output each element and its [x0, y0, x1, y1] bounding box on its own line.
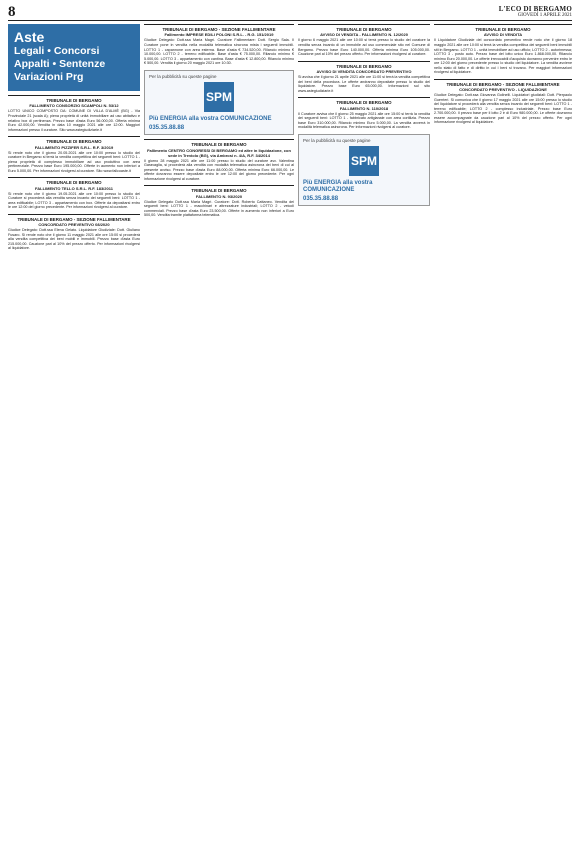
notice-heading: TRIBUNALE DI BERGAMO: [46, 139, 102, 145]
notice-subheading: FALLIMENTO N. 93/2020: [195, 193, 243, 199]
legal-notice: [298, 24, 430, 57]
notice-subheading: FALLIMENTO CONSORZIO SCAMPOLI N. 53/12: [29, 103, 119, 109]
notice-subheading: FALLIMENTO N. 110/2018: [339, 105, 389, 111]
notice-body: Si rende noto che il giorno 20.05.2021 alle ore 10:00 presso lo studio del curatore in Bergamo si terrà la vendita competitiva dei seguenti beni: LOTTO 1 - piena proprietà di complesso immobiliare ad uso produttivo con area pertinenziale. Prezzo base Euro 195.000,00. Offerte in aumento non inferiori a Euro 5.000,00. Per informazioni rivolgersi al curatore. Sito www.fallcoaste.it: [8, 150, 140, 173]
notice-heading: TRIBUNALE DI BERGAMO: [46, 180, 102, 186]
ad-phone: 035.35.88.88: [303, 196, 339, 203]
notice-body: Il giorno 6 maggio 2021 alle ore 10:00 si terrà presso lo studio del curatore la vendita senza incanto di un immobile ad uso commerciale sito nel Comune di Bergamo. Prezzo base Euro 140.000,00. Offerta minima Euro 105.000,00. Cauzione pari al 10% del prezzo offerto. Per informazioni rivolgersi al curatore.: [298, 38, 430, 57]
ad-slogan: Più ENERGIA alla vostra COMUNICAZIONE: [303, 180, 373, 194]
masthead: [499, 5, 572, 18]
notice-body: Giudice Delegato Dott.ssa Maria Magrì. Curatore: Dott. Roberto Cattaneo. Vendita dei seguenti beni: LOTTO 1 - macchinari e attrezzature industriali; LOTTO 2 - veicoli commerciali. Prezzo base d'asta Euro 23.500,00. Offerte in aumento non inferiori a Euro 500,00. Vendita tramite piattaforma telematica.: [144, 199, 294, 218]
advertisement[interactable]: [298, 134, 430, 207]
notice-body: LOTTO UNICO COMPOSTO DA: COMUNE DI VILLA D'ALMÈ (BG) - Via Provinciale 21 (scala A); piena proprietà di unità immobiliare ad uso abitativo e relativo box di pertinenza. Prezzo base d'asta Euro 56.000,00. Offerta minima Euro 42.000,00. Vendita in data 10 maggio 2021 alle ore 12:00. Maggiori informazioni presso il curatore. Sito www.astegiudiziarie.it: [8, 109, 140, 132]
banner-line: Appalti • Sentenze: [14, 58, 106, 70]
issue-date: GIOVEDÌ 1 APRILE 2021: [517, 13, 572, 18]
ad-logo: [145, 80, 293, 114]
legal-notice: [8, 136, 140, 173]
notice-body: Si rende noto che il giorno 19.05.2021 alle ore 10:00 presso lo studio del Curatore si procederà alla vendita senza incanto dei seguenti beni: LOTTO 1 - area edificabile; LOTTO 3 - appartamento con box. Offerte da depositarsi entro le ore 12:00 del giorno precedente. Per informazioni rivolgersi al curatore.: [8, 191, 140, 210]
newspaper-name: L'ECO DI BERGAMO: [498, 5, 572, 13]
column-3: [298, 24, 430, 843]
banner-line: Variazioni Prg: [14, 71, 84, 83]
notice-subheading: AVVISO DI VENDITA - FALLIMENTO N. 12/2020: [320, 32, 408, 38]
notice-subheading: CONCORDATO PREVENTIVO 08/2020: [38, 222, 110, 228]
ad-text: Per la pubblicità su queste pagine: [303, 137, 371, 143]
legal-notice: [298, 61, 430, 94]
spm-logo-icon: SPM: [349, 146, 379, 176]
notice-body: Giudice Delegato: Dott.ssa Maria Magrì. Curatore Fallimentare: Dott. Sergio Sala. Il Curatore pone in vendita nella modalità telematica sincrona mista i seguenti immobili. LOTTO 1 - capannone con area esterna. Base d'asta € 734.520,00. Rilancio minimo € 10.000,00. LOTTO 2 - terreno edificabile. Base d'asta € 75.000,00. Rilancio minimo € 5.000,00. LOTTO 3 - appartamento con cantina. Base d'asta € 12.800,00. Rilancio minimo € 500,00. Vendita il giorno 20 maggio 2021 ore 10:30.: [144, 38, 294, 66]
ad-text: Per la pubblicità su queste pagine: [149, 73, 217, 79]
notice-heading: TRIBUNALE DI BERGAMO - SEZIONE FALLIMENTARE: [162, 27, 276, 32]
notice-heading: TRIBUNALE DI BERGAMO: [191, 188, 247, 194]
notice-body: Il Liquidatore Giudiziale del concordato preventivo rende noto che il giorno 18 maggio 2021 alle ore 10:00 si terrà la vendita competitiva dei seguenti beni immobili siti in Bergamo. LOTTO 1 - unità immobiliare ad uso ufficio; LOTTO 2 - autorimessa; LOTTO 3 - posto auto. Prezzo base del lotto unico Euro 1.868.000,00. Rilancio minimo Euro 20.000,00. Le offerte irrevocabili d'acquisto dovranno pervenire entro le ore 12:00 del giorno precedente presso lo studio del liquidatore. La vendita avviene nello stato di fatto e di diritto in cui i beni si trovano. Per maggiori informazioni rivolgersi al liquidatore.: [434, 38, 572, 75]
notice-body: Si avvisa che il giorno 21 aprile 2021 alle ore 11:00 si terrà la vendita competitiva dei beni della procedura. Le offerte andranno depositate presso lo studio del liquidatore. Prezzo base Euro 65.000,00. Informazioni sul sito www.astegiudiziarie.it: [298, 75, 430, 93]
legal-notice: [144, 139, 294, 181]
notice-subheading: FALLIMENTO TELLO S.R.L. R.F. 183/2011: [35, 185, 113, 191]
legal-notice: [434, 79, 572, 125]
notice-body: Giudice Delegato: Dott.ssa Elena Gelato. Liquidatore Giudiziale: Dott. Giuliano Fusaro. Si rende noto che il giorno 11 maggio 2021 alle ore 15:00 si procederà alla vendita competitiva dei beni mobili e immobili. Prezzo base d'asta Euro 215.000,00. Cauzione pari al 10% del prezzo offerto. Per informazioni rivolgersi al liquidatore.: [8, 228, 140, 251]
notice-heading: TRIBUNALE DI BERGAMO: [191, 142, 247, 148]
legal-notice: [298, 97, 430, 130]
advertisement[interactable]: [144, 70, 294, 136]
ad-slogan: Più ENERGIA alla vostra COMUNICAZIONE: [149, 116, 272, 123]
banner-line: Legali • Concorsi: [14, 45, 100, 57]
notice-heading: TRIBUNALE DI BERGAMO: [46, 98, 102, 103]
notice-body: Il giorno 28 maggio 2021 alle ore 11:00 presso lo studio del curatore avv. Valentina Garavaglia, si procederà alla vendita con modalità telematica asincrona dei beni di cui al presente avviso. Prezzo base d'asta Euro 88.000,00. Offerta minima Euro 66.000,00. Le offerte dovranno essere depositate entro le ore 12:00 del giorno precedente. Per ogni informazione rivolgersi al curatore.: [144, 158, 294, 181]
page-number: 8: [8, 4, 16, 20]
notice-heading: TRIBUNALE DI BERGAMO: [475, 27, 531, 32]
column-2: [144, 24, 294, 843]
notice-body: Giudice Delegato: Dott.ssa Giovanna Golinelli. Liquidatori giudiziali: Dott. Pierpaolo Guerrieri. Si comunica che il giorno 17 maggio 2021 alle ore 15:00 presso lo studio del liquidatore si procederà alla vendita senza incanto dei seguenti beni: LOTTO 1 - terreno edificabile; LOTTO 2 - complesso industriale. Prezzo base Euro 2.700.000,00. Il prezzo base per il lotto 2 è di Euro 980.000,00. Le offerte dovranno essere accompagnate da cauzione pari al 10% del prezzo offerto. Per ogni informazione rivolgersi al liquidatore.: [434, 93, 572, 125]
notice-heading: TRIBUNALE DI BERGAMO: [336, 63, 392, 69]
legal-notice: [8, 177, 140, 210]
ad-logo: [299, 144, 429, 178]
ad-phone: 035.35.88.88: [149, 125, 185, 132]
notice-heading: TRIBUNALE DI BERGAMO: [336, 27, 392, 32]
notice-subheading: Fallimento CENTRO CONGRESSI DI BERGAMO ed altre in liquidazione, con sede in Treviolo (BG), via Ambrosi n. 4/A, R.F. 34/2014: [147, 147, 291, 158]
legal-notice: [144, 24, 294, 66]
legal-notice: [8, 95, 140, 132]
legal-notice: [144, 185, 294, 218]
notice-subheading: Fallimento IMPRESE EDILI POLONI S.R.L. - R.G. 151/2019: [164, 32, 274, 38]
banner-title: Aste: [14, 29, 45, 45]
notice-heading: TRIBUNALE DI BERGAMO: [336, 100, 392, 106]
section-banner: [8, 24, 140, 91]
notice-subheading: FALLIMENTO PIZZIFER S.R.L. R.F. 3/2019: [34, 144, 114, 150]
column-1: [8, 24, 140, 843]
spm-logo-icon: SPM: [204, 82, 234, 112]
notice-heading: TRIBUNALE DI BERGAMO - SEZIONE FALLIMENTARE: [446, 81, 560, 87]
notice-heading: TRIBUNALE DI BERGAMO - SEZIONE FALLIMENTARE: [17, 216, 131, 222]
notice-subheading: AVVISO DI VENDITA CONCORDATO PREVENTIVO: [316, 69, 412, 74]
notice-subheading: AVVISO DI VENDITA: [483, 32, 523, 38]
column-4: [434, 24, 572, 843]
legal-notice: [8, 214, 140, 251]
top-rule: [8, 20, 572, 21]
notice-body: Il Curatore avvisa che il giorno 25 maggio 2021 alle ore 15:00 si terrà la vendita dei seguenti beni: LOTTO 1 - fabbricato artigianale con area cortilizia. Prezzo base Euro 310.000,00. Rilancio minimo Euro 5.000,00. La vendita avverrà in modalità telematica asincrona. Per informazioni rivolgersi al curatore.: [298, 111, 430, 130]
notice-subheading: CONCORDATO PREVENTIVO - LIQUIDAZIONE: [459, 87, 547, 93]
legal-notice: [434, 24, 572, 75]
